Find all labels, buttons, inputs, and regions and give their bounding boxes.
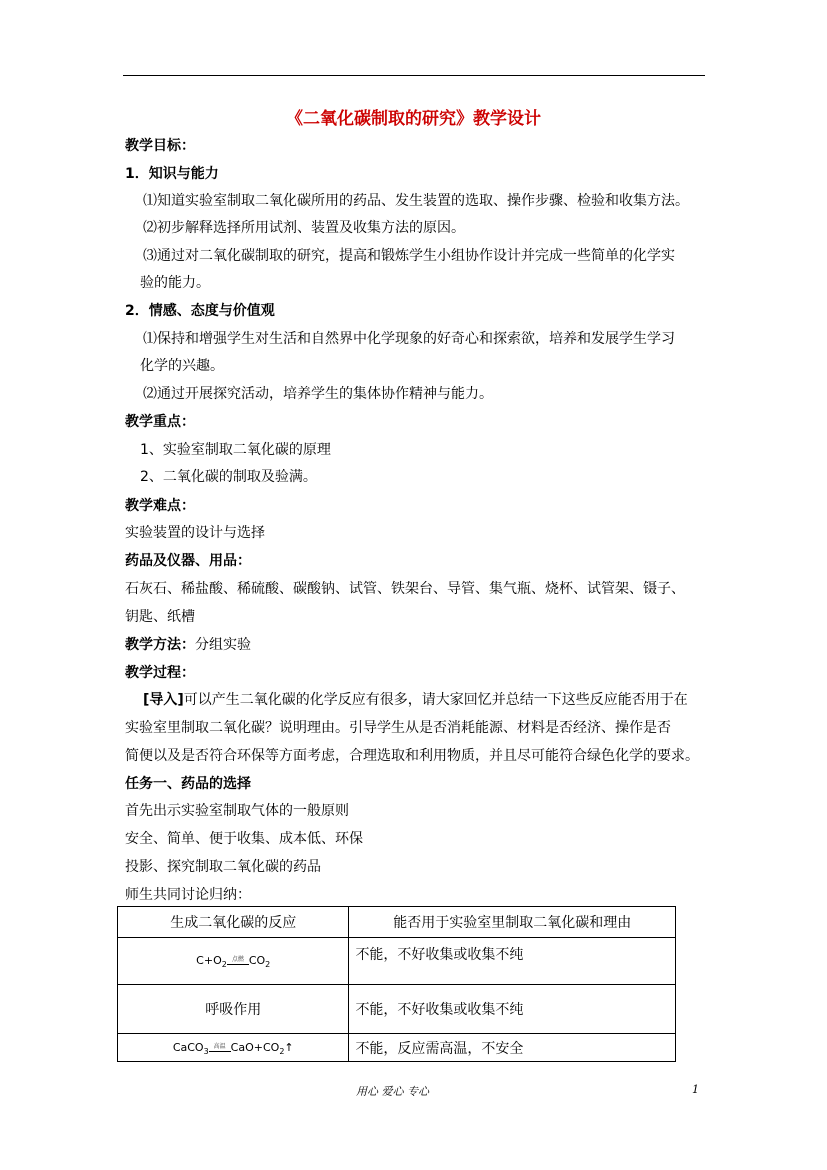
knowledge-item: 验的能力。 bbox=[140, 275, 210, 291]
reaction-cell bbox=[118, 1034, 349, 1062]
table-header-reaction: 生成二氧化碳的反应 bbox=[118, 907, 349, 938]
knowledge-heading: 1．知识与能力 bbox=[125, 166, 219, 182]
materials-line: 钥匙、纸槽 bbox=[125, 609, 195, 625]
reaction-equation: $C+O_2$ 点燃 $CO_2$ bbox=[196, 954, 271, 970]
reason-cell: 不能，不好收集或收集不纯 bbox=[349, 938, 676, 985]
materials-heading: 药品及仪器、用品： bbox=[125, 553, 251, 569]
method-label: 教学方法： bbox=[125, 637, 195, 653]
reaction-equation: CaCO$_3$ 高温 $CaO+CO_2↑$ bbox=[172, 1040, 294, 1057]
emotion-item: ⑴保持和增强学生对生活和自然界中化学现象的好奇心和探索欲，培养和发展学生学习 bbox=[143, 331, 675, 347]
knowledge-item: ⑴知道实验室制取二氧化碳所用的药品、发生装置的选取、操作步骤、检验和收集方法。 bbox=[143, 193, 689, 209]
key-heading: 教学重点： bbox=[125, 414, 195, 430]
table-row bbox=[118, 938, 676, 985]
key-item: 2、二氧化碳的制取及验满。 bbox=[140, 469, 317, 485]
intro-tag: [导入] bbox=[143, 692, 184, 708]
task1-line: 安全、简单、便于收集、成本低、环保 bbox=[125, 831, 363, 847]
materials-line: 石灰石、稀盐酸、稀硫酸、碳酸钠、试管、铁架台、导管、集气瓶、烧杯、试管架、镊子、 bbox=[125, 581, 685, 597]
goals-heading: 教学目标： bbox=[125, 138, 195, 154]
reaction-cell: 呼吸作用 bbox=[118, 985, 349, 1034]
difficulty-text: 实验装置的设计与选择 bbox=[125, 525, 265, 541]
emotion-item: ⑵通过开展探究活动，培养学生的集体协作精神与能力。 bbox=[143, 386, 493, 402]
process-heading: 教学过程： bbox=[125, 665, 195, 681]
emotion-item: 化学的兴趣。 bbox=[140, 358, 224, 374]
document-title: 《二氧化碳制取的研究》教学设计 bbox=[286, 109, 541, 129]
reaction-cell bbox=[118, 938, 349, 985]
intro-line bbox=[143, 691, 688, 709]
task1-line: 师生共同讨论归纳： bbox=[125, 887, 251, 903]
difficulty-heading: 教学难点： bbox=[125, 498, 195, 514]
table-row bbox=[118, 1034, 676, 1062]
condition-arrow: 点燃 bbox=[227, 957, 249, 965]
emotion-heading: 2．情感、态度与价值观 bbox=[125, 303, 275, 319]
header-rule bbox=[123, 75, 705, 76]
table-header-row bbox=[118, 907, 676, 938]
intro-line: 实验室里制取二氧化碳？说明理由。引导学生从是否消耗能源、材料是否经济、操作是否 bbox=[125, 720, 671, 736]
gas-arrow-icon: ↑ bbox=[284, 1040, 294, 1054]
method-line bbox=[125, 636, 251, 654]
condition-arrow: 高温 bbox=[209, 1044, 231, 1052]
table-row bbox=[118, 985, 676, 1034]
knowledge-item: ⑵初步解释选择所用试剂、装置及收集方法的原因。 bbox=[143, 220, 465, 236]
reason-cell: 不能，不好收集或收集不纯 bbox=[349, 985, 676, 1034]
key-item: 1、实验室制取二氧化碳的原理 bbox=[140, 442, 331, 458]
intro-text: 可以产生二氧化碳的化学反应有很多，请大家回忆并总结一下这些反应能否用于在 bbox=[183, 692, 688, 708]
method-value: 分组实验 bbox=[195, 637, 251, 653]
footer-motto: 用心 爱心 专心 bbox=[356, 1085, 429, 1098]
knowledge-item: ⑶通过对二氧化碳制取的研究，提高和锻炼学生小组协作设计并完成一些简单的化学实 bbox=[143, 248, 675, 264]
task1-line: 投影、探究制取二氧化碳的药品 bbox=[125, 859, 321, 875]
page-number: 1 bbox=[692, 1083, 699, 1096]
table-header-reason: 能否用于实验室里制取二氧化碳和理由 bbox=[349, 907, 676, 938]
task1-line: 首先出示实验室制取气体的一般原则 bbox=[125, 803, 349, 819]
intro-line: 简便以及是否符合环保等方面考虑，合理选取和利用物质，并且尽可能符合绿色化学的要求。 bbox=[125, 748, 699, 764]
reason-cell: 不能，反应需高温，不安全 bbox=[349, 1034, 676, 1062]
reaction-table bbox=[117, 906, 676, 1062]
task1-heading: 任务一、药品的选择 bbox=[125, 776, 251, 792]
